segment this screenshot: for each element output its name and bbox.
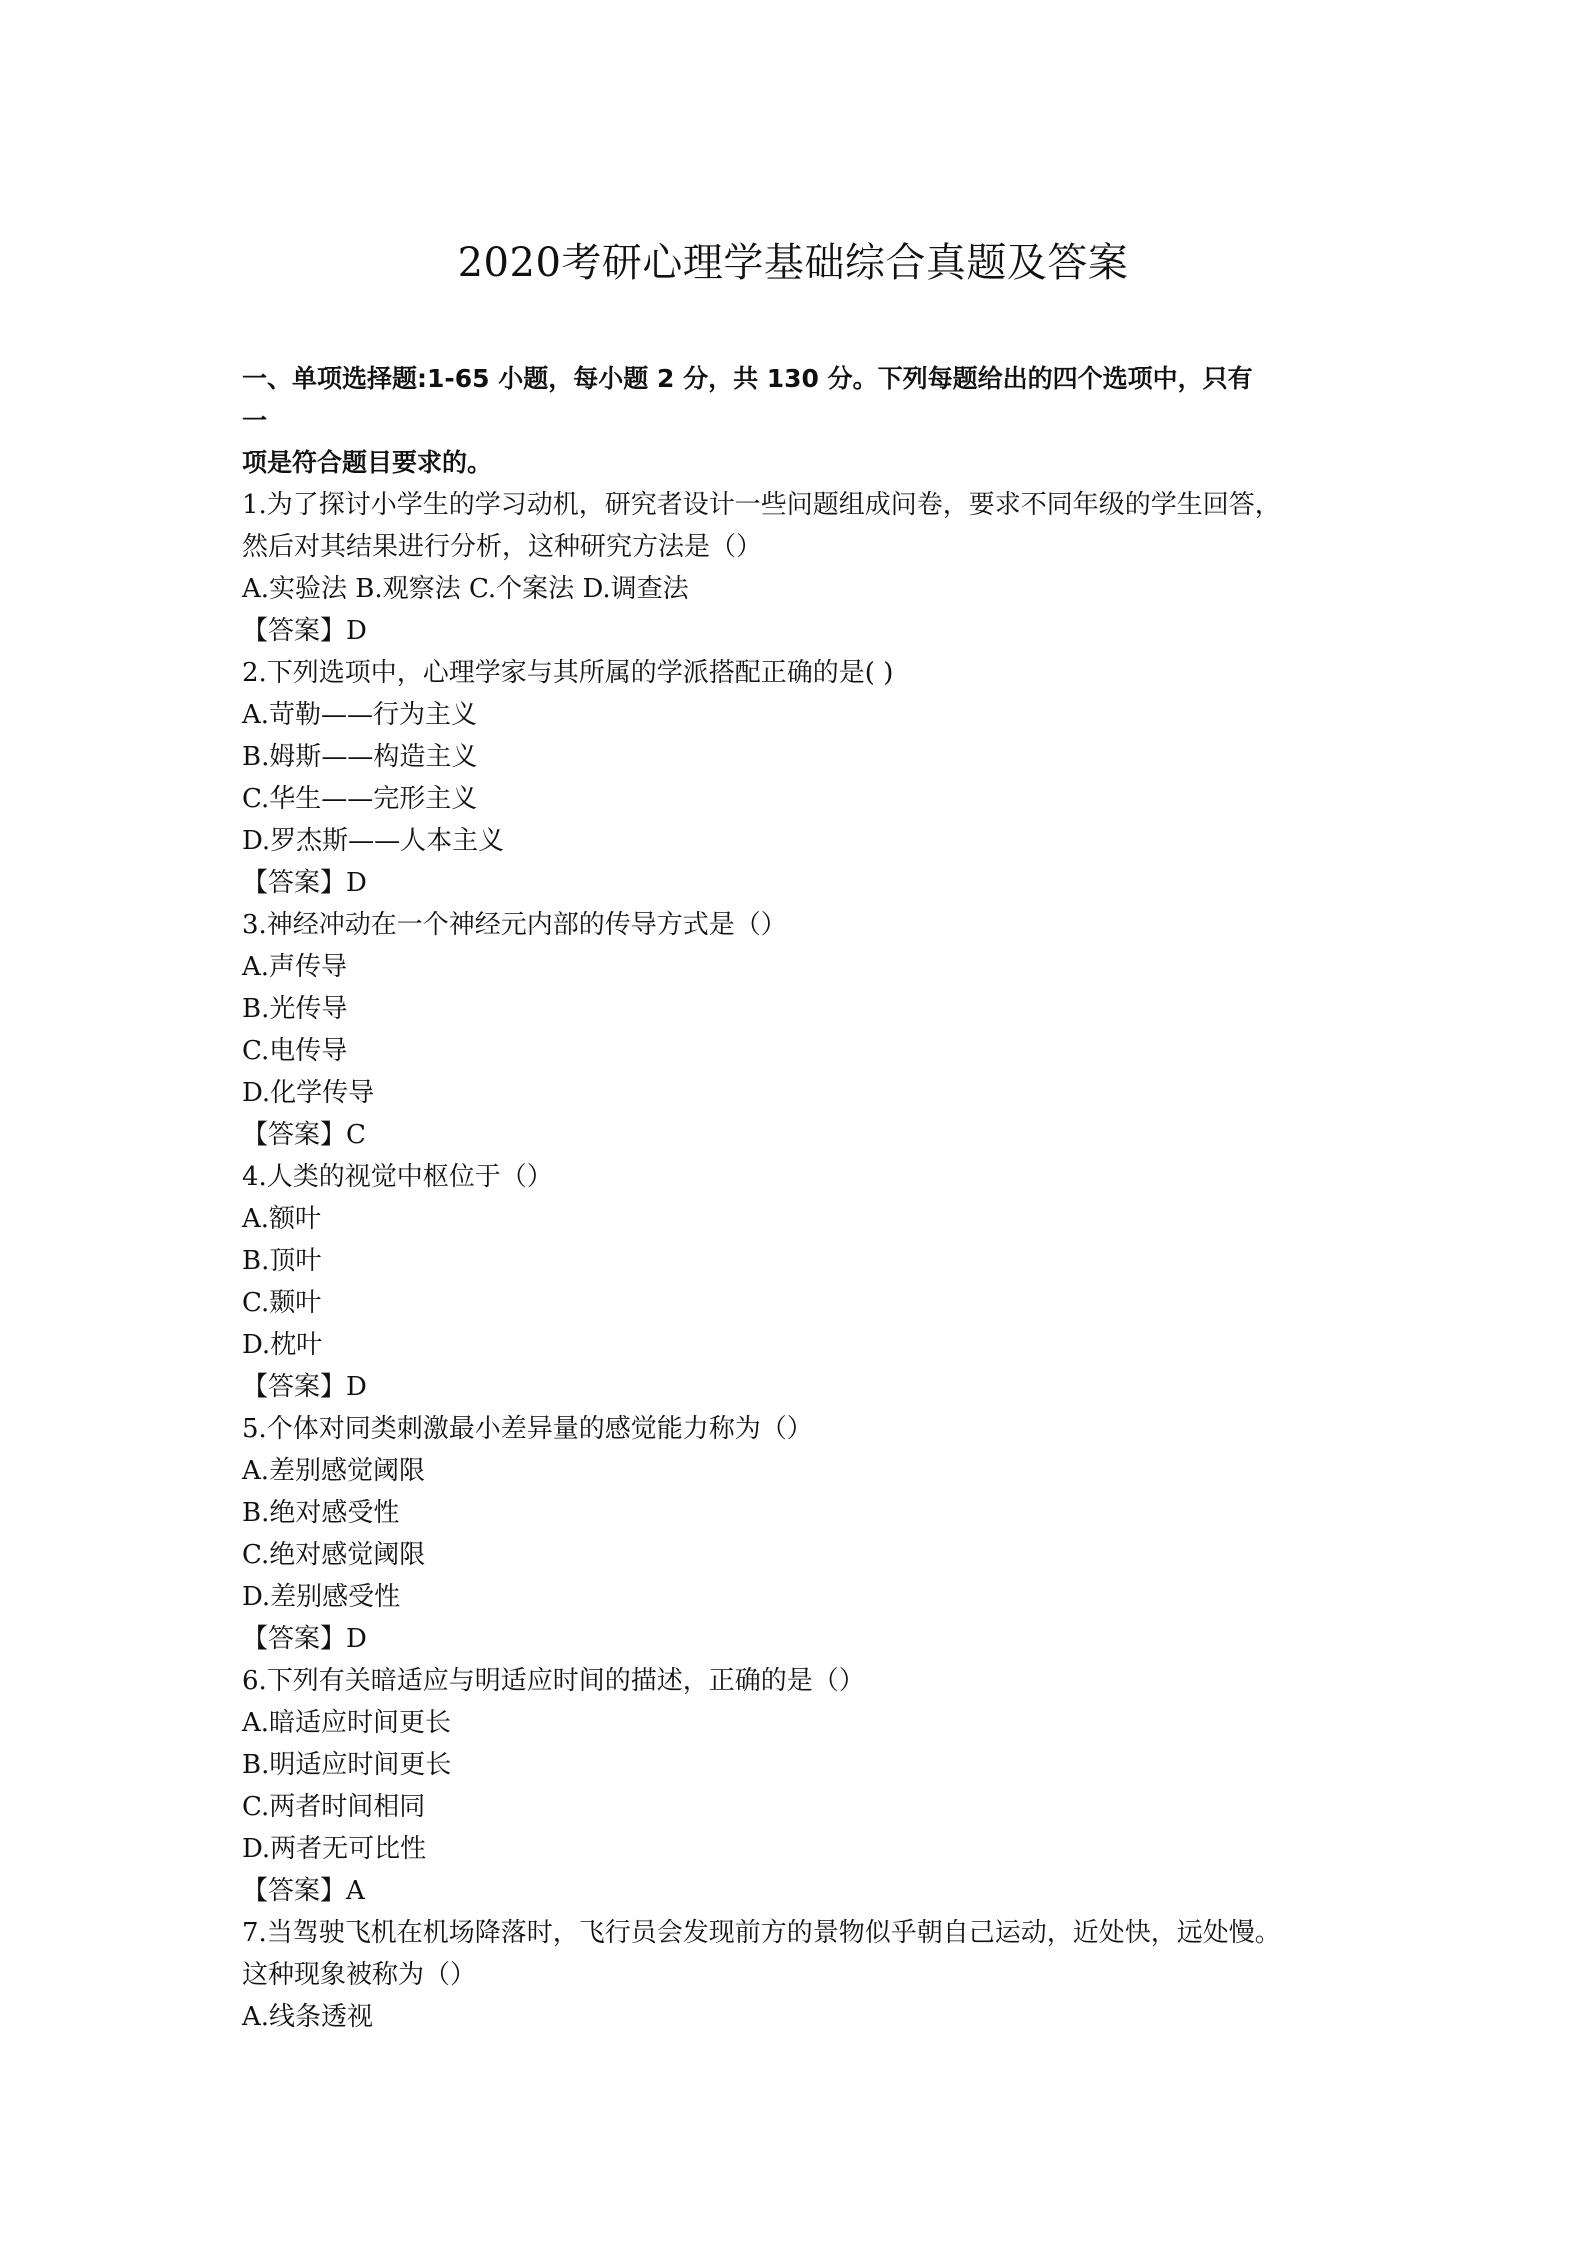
question-stem: 2.下列选项中，心理学家与其所属的学派搭配正确的是( ) bbox=[242, 658, 894, 688]
question-option: A.线条透视 bbox=[242, 2002, 374, 2032]
question-4 bbox=[242, 1156, 1362, 1408]
question-option: C.绝对感觉阈限 bbox=[242, 1540, 426, 1570]
question-option: B.姆斯——构造主义 bbox=[242, 742, 478, 772]
question-stem: 6.下列有关暗适应与明适应时间的描述，正确的是（） bbox=[242, 1666, 865, 1696]
question-option: A.额叶 bbox=[242, 1204, 322, 1234]
question-option: A.苛勒——行为主义 bbox=[242, 700, 478, 730]
question-stem: 7.当驾驶飞机在机场降落时，飞行员会发现前方的景物似乎朝自己运动，近处快，远处慢。 bbox=[242, 1918, 1281, 1948]
question-answer: 【答案】D bbox=[242, 868, 367, 898]
document-title: 2020考研心理学基础综合真题及答案 bbox=[457, 239, 1129, 286]
question-1 bbox=[242, 484, 1362, 652]
question-answer: 【答案】C bbox=[242, 1120, 366, 1150]
question-option: D.化学传导 bbox=[242, 1078, 375, 1108]
question-stem: 3.神经冲动在一个神经元内部的传导方式是（） bbox=[242, 910, 787, 940]
section-heading-line: 项是符合题目要求的。 bbox=[242, 448, 493, 477]
question-7 bbox=[242, 1912, 1362, 2038]
section-heading-line: 一、单项选择题:1-65 小题，每小题 2 分，共 130 分。下列每题给出的四个选项中，只有 bbox=[242, 364, 1253, 393]
question-option: A.差别感觉阈限 bbox=[242, 1456, 426, 1486]
question-option: C.颞叶 bbox=[242, 1288, 322, 1318]
question-5 bbox=[242, 1408, 1362, 1660]
question-option: C.两者时间相同 bbox=[242, 1792, 426, 1822]
question-stem: 1.为了探讨小学生的学习动机，研究者设计一些问题组成问卷，要求不同年级的学生回答， bbox=[242, 490, 1281, 520]
document-body bbox=[242, 358, 1362, 2038]
question-answer: 【答案】D bbox=[242, 1372, 367, 1402]
question-answer: 【答案】D bbox=[242, 616, 367, 646]
question-stem: 5.个体对同类刺激最小差异量的感觉能力称为（） bbox=[242, 1414, 813, 1444]
question-stem: 4.人类的视觉中枢位于（） bbox=[242, 1162, 553, 1192]
question-option: C.电传导 bbox=[242, 1036, 348, 1066]
question-6 bbox=[242, 1660, 1362, 1912]
section-heading-line: 一 bbox=[242, 406, 268, 435]
question-option: C.华生——完形主义 bbox=[242, 784, 478, 814]
question-3 bbox=[242, 904, 1362, 1156]
question-option: D.差别感受性 bbox=[242, 1582, 401, 1612]
question-option: A.暗适应时间更长 bbox=[242, 1708, 452, 1738]
question-option: A.声传导 bbox=[242, 952, 348, 982]
question-stem: 这种现象被称为（） bbox=[242, 1960, 477, 1990]
question-option: B.光传导 bbox=[242, 994, 348, 1024]
question-option: D.枕叶 bbox=[242, 1330, 323, 1360]
question-option: D.两者无可比性 bbox=[242, 1834, 427, 1864]
section-heading bbox=[242, 358, 1362, 484]
question-option: B.绝对感受性 bbox=[242, 1498, 400, 1528]
question-2 bbox=[242, 652, 1362, 904]
question-option: B.顶叶 bbox=[242, 1246, 322, 1276]
question-option: B.明适应时间更长 bbox=[242, 1750, 452, 1780]
question-answer: 【答案】D bbox=[242, 1624, 367, 1654]
question-answer: 【答案】A bbox=[242, 1876, 365, 1906]
question-option: D.罗杰斯——人本主义 bbox=[242, 826, 505, 856]
question-option: A.实验法 B.观察法 C.个案法 D.调查法 bbox=[242, 574, 689, 604]
question-stem: 然后对其结果进行分析，这种研究方法是（） bbox=[242, 532, 763, 562]
